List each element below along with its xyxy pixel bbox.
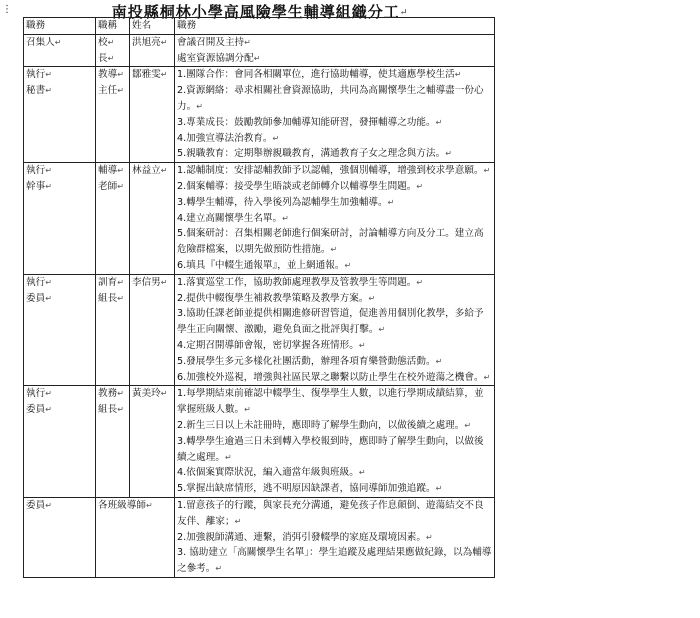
paragraph-mark: ↵ bbox=[483, 166, 491, 176]
paragraph-mark: ↵ bbox=[117, 277, 124, 287]
duty-item-line: 6.填具『中輟生通報單』，並上網通報。↵ bbox=[177, 259, 352, 271]
duties-cell bbox=[175, 163, 495, 275]
paragraph-mark: ↵ bbox=[399, 8, 409, 18]
duty-item-line: 4.建立高關懷學生名單。↵ bbox=[177, 212, 289, 224]
paragraph-mark: ↵ bbox=[160, 37, 168, 47]
paragraph-mark: ↵ bbox=[464, 420, 472, 430]
title-text-line: 組長↵ bbox=[98, 404, 124, 416]
name-cell bbox=[130, 67, 175, 163]
name-cell bbox=[130, 386, 175, 498]
paragraph-mark: ↵ bbox=[435, 484, 443, 494]
role-text-line: 執行↵ bbox=[26, 388, 52, 400]
duty-item-line: 2.新生三日以上未註冊時，應即時了解學生動向，以做後續之處理。↵ bbox=[177, 419, 472, 431]
title-text-line: 教導↵ bbox=[98, 69, 124, 81]
title-text-line: 長↵ bbox=[98, 52, 115, 64]
paragraph-mark: ↵ bbox=[244, 37, 251, 47]
duties-cell bbox=[175, 497, 495, 577]
title-text-line: 訓育↵ bbox=[98, 276, 124, 288]
table-row bbox=[24, 386, 495, 498]
title-cell bbox=[96, 274, 130, 386]
duty-item-line: 2.加強親師溝通、連繫，消弭引發輟學的家庭及環境因素。↵ bbox=[177, 531, 433, 543]
duties-cell bbox=[175, 274, 495, 386]
paragraph-mark: ↵ bbox=[117, 405, 124, 415]
header-cell-name: 姓名 bbox=[130, 18, 175, 35]
paragraph-mark: ↵ bbox=[45, 389, 52, 399]
duty-item-line: 1.落實巡堂工作，協助教師處理教學及管教學生等問題。↵ bbox=[177, 276, 424, 288]
title-text-line: 老師↵ bbox=[98, 180, 124, 192]
paragraph-mark: ↵ bbox=[117, 70, 124, 80]
duty-item-line: 3.轉學學生逾過三日未到轉入學校報到時，應即時了解學生動向，以做後續之處理。↵ bbox=[177, 435, 484, 463]
paragraph-mark: ↵ bbox=[435, 117, 443, 127]
name-cell bbox=[130, 163, 175, 275]
paragraph-mark: ↵ bbox=[387, 197, 395, 207]
table-row bbox=[24, 274, 495, 386]
paragraph-mark: ↵ bbox=[416, 277, 424, 287]
duty-item-line: 處室資源協調分配↵ bbox=[177, 52, 261, 64]
paragraph-mark: ↵ bbox=[234, 516, 242, 526]
table-row bbox=[24, 67, 495, 163]
role-cell bbox=[24, 386, 96, 498]
duty-item-line: 2.提供中輟復學生補救教學策略及教學方案。↵ bbox=[177, 292, 376, 304]
paragraph-mark: ↵ bbox=[54, 37, 62, 47]
name-text-line: 林益立↵ bbox=[132, 165, 168, 177]
paragraph-mark: ↵ bbox=[253, 53, 261, 63]
role-text-line: 委員↵ bbox=[26, 292, 52, 304]
title-text-line: 組長↵ bbox=[98, 292, 124, 304]
duty-item-line: 1.團隊合作：會同各相關單位，進行協助輔導，使其適應學校生活↵ bbox=[177, 69, 462, 81]
role-cell bbox=[24, 163, 96, 275]
paragraph-mark: ↵ bbox=[358, 468, 366, 478]
duty-table bbox=[23, 17, 495, 578]
duty-item-line: 1.留意孩子的行蹤，與家長充分溝通，避免孩子作息顛倒、遊蕩結交不良友伴、離家；↵ bbox=[177, 499, 484, 527]
paragraph-mark: ↵ bbox=[117, 389, 124, 399]
paragraph-mark: ↵ bbox=[145, 500, 153, 510]
paragraph-mark: ↵ bbox=[45, 86, 52, 96]
title-text-line: 各班級導師↵ bbox=[98, 499, 153, 511]
duties-cell bbox=[175, 34, 495, 67]
paragraph-mark: ↵ bbox=[454, 70, 462, 80]
paragraph-mark: ↵ bbox=[45, 500, 52, 510]
name-text-line: 洪旭亮↵ bbox=[132, 36, 168, 48]
duty-item-line: 1.認輔制度：安排認輔教師予以認輔，強個別輔導，增強到校求學意願。↵ bbox=[177, 165, 491, 177]
paragraph-mark: ↵ bbox=[426, 532, 433, 542]
header-cell-duties: 職務 bbox=[175, 18, 495, 35]
document-title-text: 南投縣桐林小學高風險學生輔導組織分工 bbox=[111, 3, 400, 21]
role-cell bbox=[24, 274, 96, 386]
role-cell bbox=[24, 497, 96, 577]
role-text-line: 幹事↵ bbox=[26, 180, 52, 192]
paragraph-mark: ↵ bbox=[378, 325, 386, 335]
paragraph-mark: ↵ bbox=[45, 277, 52, 287]
paragraph-mark: ↵ bbox=[160, 166, 168, 176]
role-cell bbox=[24, 67, 96, 163]
paragraph-mark: ↵ bbox=[330, 245, 338, 255]
duty-item-line: 3. 協助建立「高關懷學生名單」：學生追蹤及處理結果應做紀錄，以為輔導之參考。↵ bbox=[177, 547, 492, 575]
paragraph-mark: ↵ bbox=[45, 181, 52, 191]
paragraph-mark: ↵ bbox=[45, 405, 52, 415]
role-text-line: 執行↵ bbox=[26, 276, 52, 288]
name-text-line: 鄒雅雯↵ bbox=[132, 69, 168, 81]
duty-item-line: 4.加強宣導法治教育。↵ bbox=[177, 132, 280, 144]
duty-item-line: 5.個案研討：召集相關老師進行個案研討，討論輔導方向及分工。建立高危險群檔案，以期先做預防性措施。↵ bbox=[177, 228, 484, 256]
duty-item-line: 3.轉學生輔導，待入學後列為認輔學生加強輔導。↵ bbox=[177, 196, 395, 208]
role-text-line: 召集人↵ bbox=[26, 36, 62, 48]
duty-item-line: 會議召開及主持↵ bbox=[177, 36, 251, 48]
title-text-line: 校↵ bbox=[98, 36, 115, 48]
title-cell bbox=[96, 497, 175, 577]
paragraph-mark: ↵ bbox=[196, 101, 203, 111]
paragraph-mark: ↵ bbox=[45, 70, 52, 80]
role-text-line: 執行↵ bbox=[26, 165, 52, 177]
duty-item-line: 4.依個案實際狀況，編入適當年級與班級。↵ bbox=[177, 467, 366, 479]
paragraph-mark: ↵ bbox=[160, 70, 168, 80]
paragraph-mark: ↵ bbox=[344, 260, 352, 270]
paragraph-mark: ↵ bbox=[160, 277, 168, 287]
paragraph-mark: ↵ bbox=[445, 149, 452, 159]
duty-item-line: 5.掌握出缺席情形，逃不明原因缺課者，協同導師加強追蹤。↵ bbox=[177, 483, 443, 495]
table-row bbox=[24, 497, 495, 577]
header-cell-role: 職務 bbox=[24, 18, 96, 35]
header-cell-title: 職稱 bbox=[96, 18, 130, 35]
paragraph-mark: ↵ bbox=[117, 293, 124, 303]
duty-item-line: 6.加強校外巡視，增強與社區民眾之聯繫以防止學生在校外遊蕩之機會。↵ bbox=[177, 371, 491, 383]
layout-corner-mark: ⋮ bbox=[2, 4, 12, 15]
name-text-line: 黃美玲↵ bbox=[132, 388, 168, 400]
title-text-line: 教務↵ bbox=[98, 388, 124, 400]
paragraph-mark: ↵ bbox=[117, 86, 124, 96]
paragraph-mark: ↵ bbox=[107, 37, 115, 47]
role-text-line: 秘書↵ bbox=[26, 85, 52, 97]
role-text-line: 執行↵ bbox=[26, 69, 52, 81]
duty-item-line: 3.協助任課老師並提供相關進修研習管道，促進善用個別化教學，多給予學生正向關懷、激勵，避免負面之批評與打擊。↵ bbox=[177, 308, 484, 336]
title-cell bbox=[96, 34, 130, 67]
table-row bbox=[24, 34, 495, 67]
table-header-row bbox=[24, 18, 495, 35]
paragraph-mark: ↵ bbox=[117, 166, 124, 176]
paragraph-mark: ↵ bbox=[107, 53, 115, 63]
paragraph-mark: ↵ bbox=[358, 340, 366, 350]
duty-item-line: 2.資源網絡：尋求相關社會資源協助，共同為高關懷學生之輔導盡一份心力。↵ bbox=[177, 85, 484, 112]
paragraph-mark: ↵ bbox=[117, 181, 124, 191]
paragraph-mark: ↵ bbox=[45, 166, 52, 176]
paragraph-mark: ↵ bbox=[160, 389, 168, 399]
title-cell bbox=[96, 386, 130, 498]
title-text-line: 輔導↵ bbox=[98, 165, 124, 177]
paragraph-mark: ↵ bbox=[416, 181, 424, 191]
paragraph-mark: ↵ bbox=[282, 213, 289, 223]
table-row bbox=[24, 163, 495, 275]
title-text-line: 主任↵ bbox=[98, 85, 124, 97]
paragraph-mark: ↵ bbox=[272, 133, 280, 143]
paragraph-mark: ↵ bbox=[483, 372, 491, 382]
name-cell bbox=[130, 274, 175, 386]
duty-item-line: 1.每學期結束前確認中輟學生、復學學生人數，以進行學期成績結算，並掌握班級人數。↵ bbox=[177, 388, 484, 416]
title-cell bbox=[96, 67, 130, 163]
paragraph-mark: ↵ bbox=[368, 293, 376, 303]
title-cell bbox=[96, 163, 130, 275]
paragraph-mark: ↵ bbox=[215, 564, 223, 574]
duty-item-line: 3.專業成長：鼓勵教師參加輔導知能研習，發揮輔導之功能。↵ bbox=[177, 116, 443, 128]
duty-item-line: 5.發展學生多元多樣化社團活動，辦理各項育樂營動態活動。↵ bbox=[177, 355, 443, 367]
name-text-line: 李信男↵ bbox=[132, 276, 168, 288]
role-text-line: 委員↵ bbox=[26, 404, 52, 416]
role-text-line: 委員↵ bbox=[26, 499, 52, 511]
duty-item-line: 2.個案輔導：接受學生晤談或老師轉介以輔導學生問題。↵ bbox=[177, 180, 424, 192]
paragraph-mark: ↵ bbox=[45, 293, 52, 303]
duty-item-line: 5.親職教育：定期舉辦親職教育，溝通教育子女之理念與方法。↵ bbox=[177, 148, 452, 160]
duty-table-body bbox=[24, 18, 495, 578]
paragraph-mark: ↵ bbox=[435, 356, 443, 366]
role-cell bbox=[24, 34, 96, 67]
duties-cell bbox=[175, 67, 495, 163]
duties-cell bbox=[175, 386, 495, 498]
name-cell bbox=[130, 34, 175, 67]
paragraph-mark: ↵ bbox=[244, 405, 251, 415]
duty-item-line: 4.定期召開導師會報，密切掌握各班情形。↵ bbox=[177, 339, 366, 351]
paragraph-mark: ↵ bbox=[224, 452, 232, 462]
